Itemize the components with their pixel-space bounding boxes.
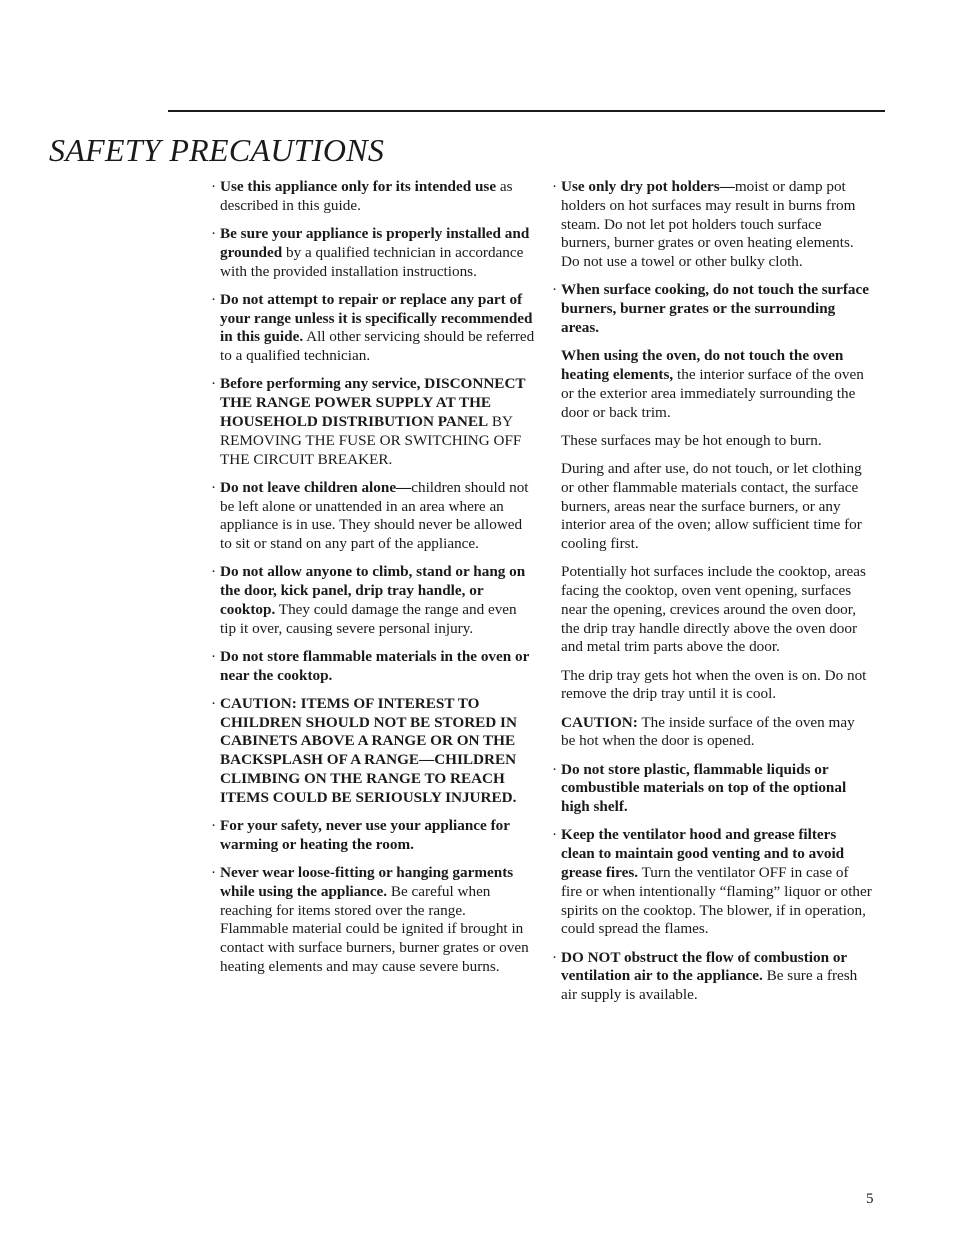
bullet: · — [211, 694, 217, 712]
item-text: Be sure a fresh air supply is available. — [561, 967, 858, 1004]
safety-paragraph: During and after use, do not touch, or let clothing or other flammable materials contact, the surface burners, areas near the surface burners, or any interior area of the oven; allow sufficient time for cooling first. — [561, 459, 862, 553]
item-text: They could damage the range and even tip it over, causing severe personal injury. — [220, 600, 517, 637]
item-heading: Before performing any service, DISCONNECT THE RANGE POWER SUPPLY AT THE HOUSEHOLD DISTRIBUTION PANEL — [220, 375, 526, 430]
bullet: · — [211, 224, 217, 242]
item-heading: Keep the ventilator hood and grease filters clean to maintain good venting and to avoid grease fires. — [561, 826, 845, 882]
safety-item — [211, 695, 536, 808]
safety-item — [552, 281, 872, 337]
safety-item — [211, 291, 536, 366]
safety-paragraph — [552, 347, 872, 422]
safety-item — [552, 761, 872, 817]
safety-item — [552, 178, 872, 272]
item-text: moist or damp pot holders on hot surfaces may result in burns from steam. Do not let pot holders touch surface burners, burner grates or oven heating elements. Do not use a towel or other bulky cloth. — [561, 178, 856, 271]
bullet: · — [552, 281, 558, 299]
safety-paragraph: The drip tray gets hot when the oven is on. Do not remove the drip tray until it is cool. — [561, 666, 867, 703]
bullet: · — [552, 760, 558, 778]
bullet: · — [211, 178, 217, 195]
safety-paragraph: These surfaces may be hot enough to burn. — [561, 431, 822, 449]
page-title: SAFETY PRECAUTIONS — [49, 132, 385, 168]
safety-item — [552, 826, 872, 939]
paragraph-text: the interior surface of the oven or the exterior area immediately surrounding the door or back trim. — [561, 365, 864, 421]
item-heading: Do not allow anyone to climb, stand or hang on the door, kick panel, drip tray handle, or cooktop. — [220, 563, 526, 618]
item-text: by a qualified technician in accordance with the provided installation instructions. — [220, 243, 524, 280]
safety-item — [211, 563, 536, 638]
safety-item — [211, 178, 536, 216]
bullet: · — [211, 817, 217, 835]
item-heading: Use only dry pot holders— — [561, 178, 735, 195]
safety-item — [211, 648, 536, 686]
bullet: · — [211, 864, 217, 882]
bullet: · — [552, 826, 558, 844]
item-text: BY REMOVING THE FUSE OR SWITCHING OFF THE CIRCUIT BREAKER. — [220, 412, 522, 468]
bullet: · — [211, 478, 217, 496]
paragraph-text: The inside surface of the oven may be hot when the door is opened. — [561, 713, 855, 750]
item-text: Be careful when reaching for items stored over the range. Flammable material could be ignited if brought in contact with surface burners, burner grates or oven heating elements and may cause severe burns. — [220, 882, 529, 975]
item-text: Turn the ventilator OFF in case of fire or when intentionally “flaming” liquor or other spirits on the cooktop. The blower, if in operation, could spread the flames. — [561, 864, 872, 938]
paragraph-heading: When using the oven, do not touch the oven heating elements, — [561, 347, 844, 383]
header-rule — [168, 110, 885, 112]
bullet: · — [552, 948, 558, 966]
safety-paragraph — [552, 714, 872, 752]
safety-item — [211, 375, 536, 469]
item-heading: Do not attempt to repair or replace any part of your range unless it is specifically recommended in this guide. — [220, 290, 533, 346]
item-heading: Do not leave children alone— — [220, 478, 412, 496]
bullet: · — [211, 375, 217, 393]
left-column — [211, 178, 536, 986]
item-heading: Do not store flammable materials in the oven or near the cooktop. — [220, 647, 530, 684]
item-heading: CAUTION: ITEMS OF INTEREST TO CHILDREN SHOULD NOT BE STORED IN CABINETS ABOVE A RANGE OR ON THE BACKSPLASH OF A RANGE—CHILDREN CLIMBING ON THE RANGE TO REACH ITEMS COULD BE SERIOUSLY INJURED. — [220, 694, 517, 806]
item-heading: Never wear loose-fitting or hanging garments while using the appliance. — [220, 864, 514, 900]
safety-item — [211, 479, 536, 554]
item-text: All other servicing should be referred to a qualified technician. — [220, 328, 535, 365]
safety-item — [211, 864, 536, 977]
item-heading: When surface cooking, do not touch the surface burners, burner grates or the surrounding areas. — [561, 281, 869, 336]
page-number: 5 — [866, 1191, 874, 1207]
paragraph-heading: CAUTION: — [561, 713, 638, 731]
item-heading: For your safety, never use your appliance for warming or heating the room. — [220, 817, 510, 853]
item-heading: Be sure your appliance is properly installed and grounded — [220, 224, 530, 261]
item-heading: Do not store plastic, flammable liquids or combustible materials on top of the optional high shelf. — [561, 760, 847, 816]
item-text: as described in this guide. — [220, 178, 513, 214]
safety-item — [211, 225, 536, 281]
right-column — [552, 178, 872, 1014]
bullet: · — [211, 563, 217, 581]
item-heading: DO NOT obstruct the flow of combustion or ventilation air to the appliance. — [561, 948, 847, 985]
safety-item — [552, 949, 872, 1005]
bullet: · — [211, 647, 217, 665]
item-text: children should not be left alone or unattended in an area where an appliance is in use. They should never be allowed to sit or stand on any part of the appliance. — [220, 478, 529, 553]
bullet: · — [552, 178, 558, 195]
item-heading: Use this appliance only for its intended use — [220, 178, 497, 195]
safety-item — [211, 817, 536, 855]
bullet: · — [211, 290, 217, 308]
safety-paragraph: Potentially hot surfaces include the cooktop, areas facing the cooktop, oven vent opening, surfaces near the opening, crevices around the oven door, the drip tray handle directly above the oven door and metal trim parts above the door. — [561, 563, 866, 656]
